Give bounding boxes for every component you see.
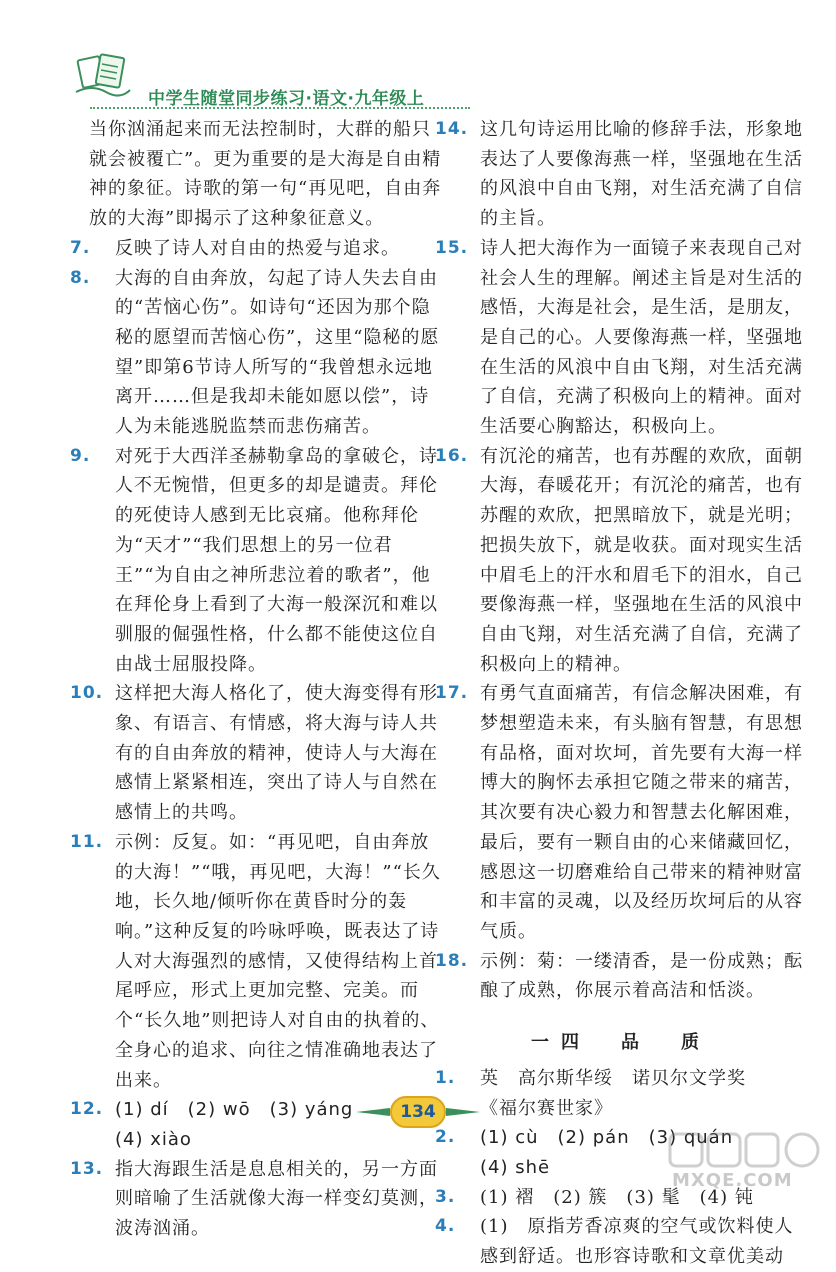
- watermark-glyph: [666, 1130, 826, 1170]
- answer-number: 9.: [70, 445, 91, 466]
- section-title: 一四 品 质: [531, 1032, 711, 1054]
- answer-item: [435, 442, 807, 680]
- answer-number: 7.: [70, 237, 91, 258]
- answer-text: 指大海跟生活是息息相关的，另一方面则暗喻了生活就像大海一样变幻莫测，波涛汹涌。: [115, 1158, 438, 1240]
- answer-item: [70, 234, 442, 264]
- answer-text: 示例：菊：一缕清香，是一份成熟；酝酿了成熟，你展示着高洁和恬淡。: [480, 950, 803, 1002]
- answer-text: (1) dí (2) wō (3) yáng (4) xiào: [115, 1099, 354, 1150]
- answer-item: [435, 947, 807, 1006]
- answer-number: 10.: [70, 683, 104, 704]
- answer-text: 示例：反复。如：“再见吧，自由奔放的大海！”“哦，再见吧，大海！”“长久地，长久地/倾听你在黄昏时分的轰响。”这种反复的吟咏呼唤，既表达了诗人对大海强烈的感情，又使得结构上首尾呼应，形式上更加完整、完美。而个“长久地”则把诗人对自由的执着的、全身心的追求、向往之情准确地表达了出来。: [115, 831, 441, 1091]
- answer-watermark-icon: [666, 1130, 826, 1194]
- page-number-badge: [356, 1092, 480, 1132]
- answer-text: 对死于大西洋圣赫勒拿岛的拿破仑，诗人不无惋惜，但更多的却是谴责。拜伦的死使诗人感到无比哀痛。他称拜伦为“天才”“我们思想上的另一位君王”“为自由之神所悲泣着的歌者”，他在拜伦身上看到了大海一般深沉和难以驯服的倔强性格，什么都不能使这位自由战士屈服投降。: [115, 445, 438, 675]
- page-number: 134: [390, 1096, 446, 1128]
- answer-item: [70, 442, 442, 680]
- answer-item: [435, 679, 807, 946]
- notebook-doodle-icon: [72, 50, 134, 98]
- right-column: [435, 115, 807, 1272]
- answer-number: 11.: [70, 831, 104, 852]
- answer-text: (1) 褶 (2) 簇 (3) 髦 (4) 钝: [480, 1186, 754, 1208]
- answer-text: 有勇气直面痛苦，有信念解决困难，有梦想塑造未来，有头脑有智慧，有思想有品格，面对坎坷，首先要有大海一样博大的胸怀去承担它随之带来的痛苦，其次要有决心毅力和智慧去化解困难，最后，要有一颗自由的心来储藏回忆，感恩这一切磨难给自己带来的精神财富和丰富的灵魂，以及经历坎坷后的从容气质。: [480, 683, 803, 942]
- answer-text: 诗人把大海作为一面镜子来表现自己对社会人生的理解。阐述主旨是对生活的感悟，大海是社会，是生活，是朋友，是自己的心。人要像海燕一样，坚强地在生活的风浪中自由飞翔，对生活充满了自信，充满了积极向上的精神。面对生活要心胸豁达，积极向上。: [480, 237, 803, 438]
- answer-text: 这样把大海人格化了，使大海变得有形象、有语言、有情感，将大海与诗人共有的自由奔放的精神，使诗人与大海在感情上紧紧相连，突出了诗人与自然在感情上的共鸣。: [115, 683, 438, 824]
- answer-number: 3.: [435, 1186, 456, 1207]
- answer-text: 英 高尔斯华绥 诺贝尔文学奖 《福尔赛世家》: [480, 1067, 746, 1119]
- left-column: [70, 115, 442, 1244]
- answer-number: 2.: [435, 1127, 456, 1148]
- answer-number: 4.: [435, 1216, 456, 1237]
- answer-number: 8.: [70, 267, 91, 288]
- answer-text: 反映了诗人对自由的热爱与追求。: [115, 237, 400, 259]
- answer-text: 这几句诗运用比喻的修辞手法，形象地表达了人要像海燕一样，坚强地在生活的风浪中自由飞翔，对生活充满了自信的主旨。: [480, 119, 803, 230]
- answer-item: [70, 115, 442, 234]
- answer-item: [435, 1212, 807, 1271]
- answer-text: (1) cù (2) pán (3) quán (4) shē: [480, 1127, 734, 1178]
- answer-text: 当你汹涌起来而无法控制时，大群的船只就会被覆亡”。更为重要的是大海是自由精神的象征。诗歌的第一句“再见吧，自由奔放的大海”即揭示了这种象征意义。: [89, 119, 442, 230]
- answer-number: 18.: [435, 950, 469, 971]
- answer-number: 16.: [435, 445, 469, 466]
- answer-item: [70, 264, 442, 442]
- answer-number: 14.: [435, 119, 469, 139]
- answer-item: [435, 115, 807, 234]
- answer-number: 17.: [435, 683, 469, 704]
- answer-item: [70, 828, 442, 1095]
- answer-number: 1.: [435, 1067, 456, 1088]
- watermark-text: MXQE.COM: [672, 1170, 793, 1191]
- answer-item: [435, 1064, 807, 1123]
- header-title: 中学生随堂同步练习·语文·九年级上: [148, 89, 425, 109]
- answer-number: 15.: [435, 237, 469, 258]
- answer-number: 12.: [70, 1099, 104, 1120]
- header-divider: [90, 107, 470, 109]
- answer-item: [70, 1155, 442, 1244]
- answer-text: 有沉沦的痛苦，也有苏醒的欢欣，面朝大海，春暖花开；有沉沦的痛苦，也有苏醒的欢欣，把黑暗放下，就是光明；把损失放下，就是收获。面对现实生活中眉毛上的汗水和眉毛下的泪水，自己要像海燕一样，坚强地在生活的风浪中自由飞翔，对生活充满了自信，充满了积极向上的精神。: [480, 445, 803, 675]
- answer-text: 大海的自由奔放，勾起了诗人失去自由的“苦恼心伤”。如诗句“还因为那个隐秘的愿望而苦恼心伤”，这里“隐秘的愿望”即第6节诗人所写的“我曾想永远地离开……但是我却未能如愿以偿”，诗人为未能逃脱监禁而悲伤痛苦。: [115, 267, 440, 438]
- page-header: [0, 0, 836, 118]
- answer-number: 13.: [70, 1158, 104, 1179]
- answer-text: (1) 原指芳香凉爽的空气或饮料使人感到舒适。也形容诗歌和文章优美动: [480, 1216, 794, 1268]
- answer-item: [70, 679, 442, 828]
- answer-item: [435, 234, 807, 442]
